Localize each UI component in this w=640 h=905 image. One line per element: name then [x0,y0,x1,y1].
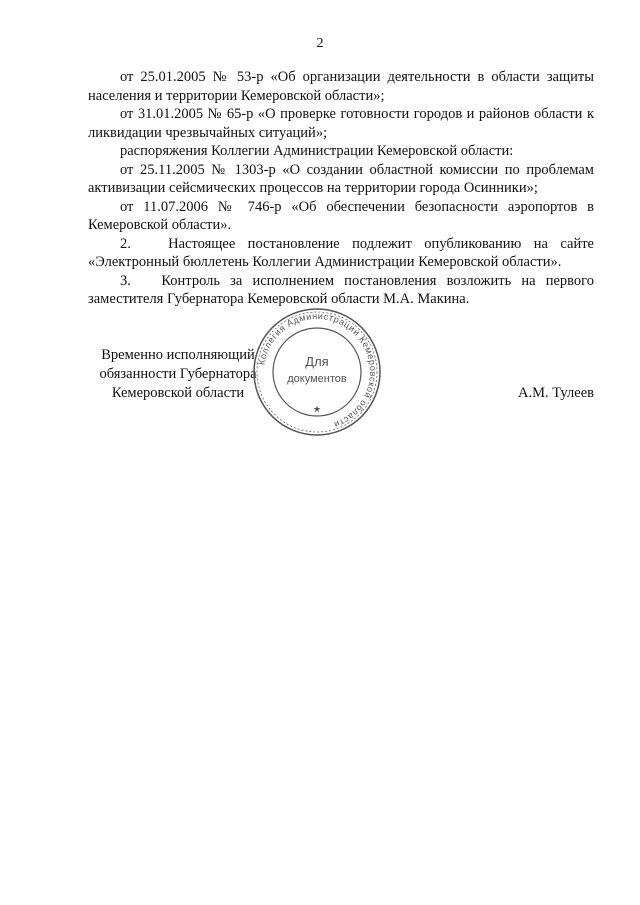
signatory-title [88,346,268,403]
page-number: 2 [316,36,324,51]
document-body [88,68,594,309]
paragraph-4: от 25.11.2005 № 1303-р «О создании областной комиссии по проблемам активизации сейсмических процессов на территории города Осинники»; [88,161,594,196]
signatory-title-line-1: Временно исполняющий [101,347,255,363]
paragraph-7: 3. Контроль за исполнением постановления возложить на первого заместителя Губернатора Кемеровской области М.А. Макина. [88,272,594,307]
official-stamp [251,306,383,438]
paragraph-2: от 31.01.2005 № 65-р «О проверке готовности городов и районов области к ликвидации чрезвычайных ситуаций»; [88,106,594,141]
stamp-center-line-1: Для [305,354,329,369]
signatory-title-line-3: Кемеровской области [111,385,245,401]
paragraph-6: 2. Настоящее постановление подлежит опубликованию на сайте «Электронный бюллетень Коллегии Администрации Кемеровской области». [88,235,594,270]
stamp-center-line-2: документов [287,373,347,385]
stamp-ring-text: Коллегия Администрации Кемеровской области [256,310,379,431]
signatory-name: А.М. Тулеев [518,385,594,401]
svg-text:★: ★ [312,404,322,414]
paragraph-3: распоряжения Коллегии Администрации Кемеровской области: [120,143,514,159]
paragraph-1: от 25.01.2005 № 53-р «Об организации деятельности в области защиты населения и территории Кемеровской области»; [88,69,594,104]
signatory-title-line-2: обязанности Губернатора [99,366,257,382]
paragraph-5: от 11.07.2006 № 746-р «Об обеспечении безопасности аэропортов в Кемеровской области». [88,198,594,233]
